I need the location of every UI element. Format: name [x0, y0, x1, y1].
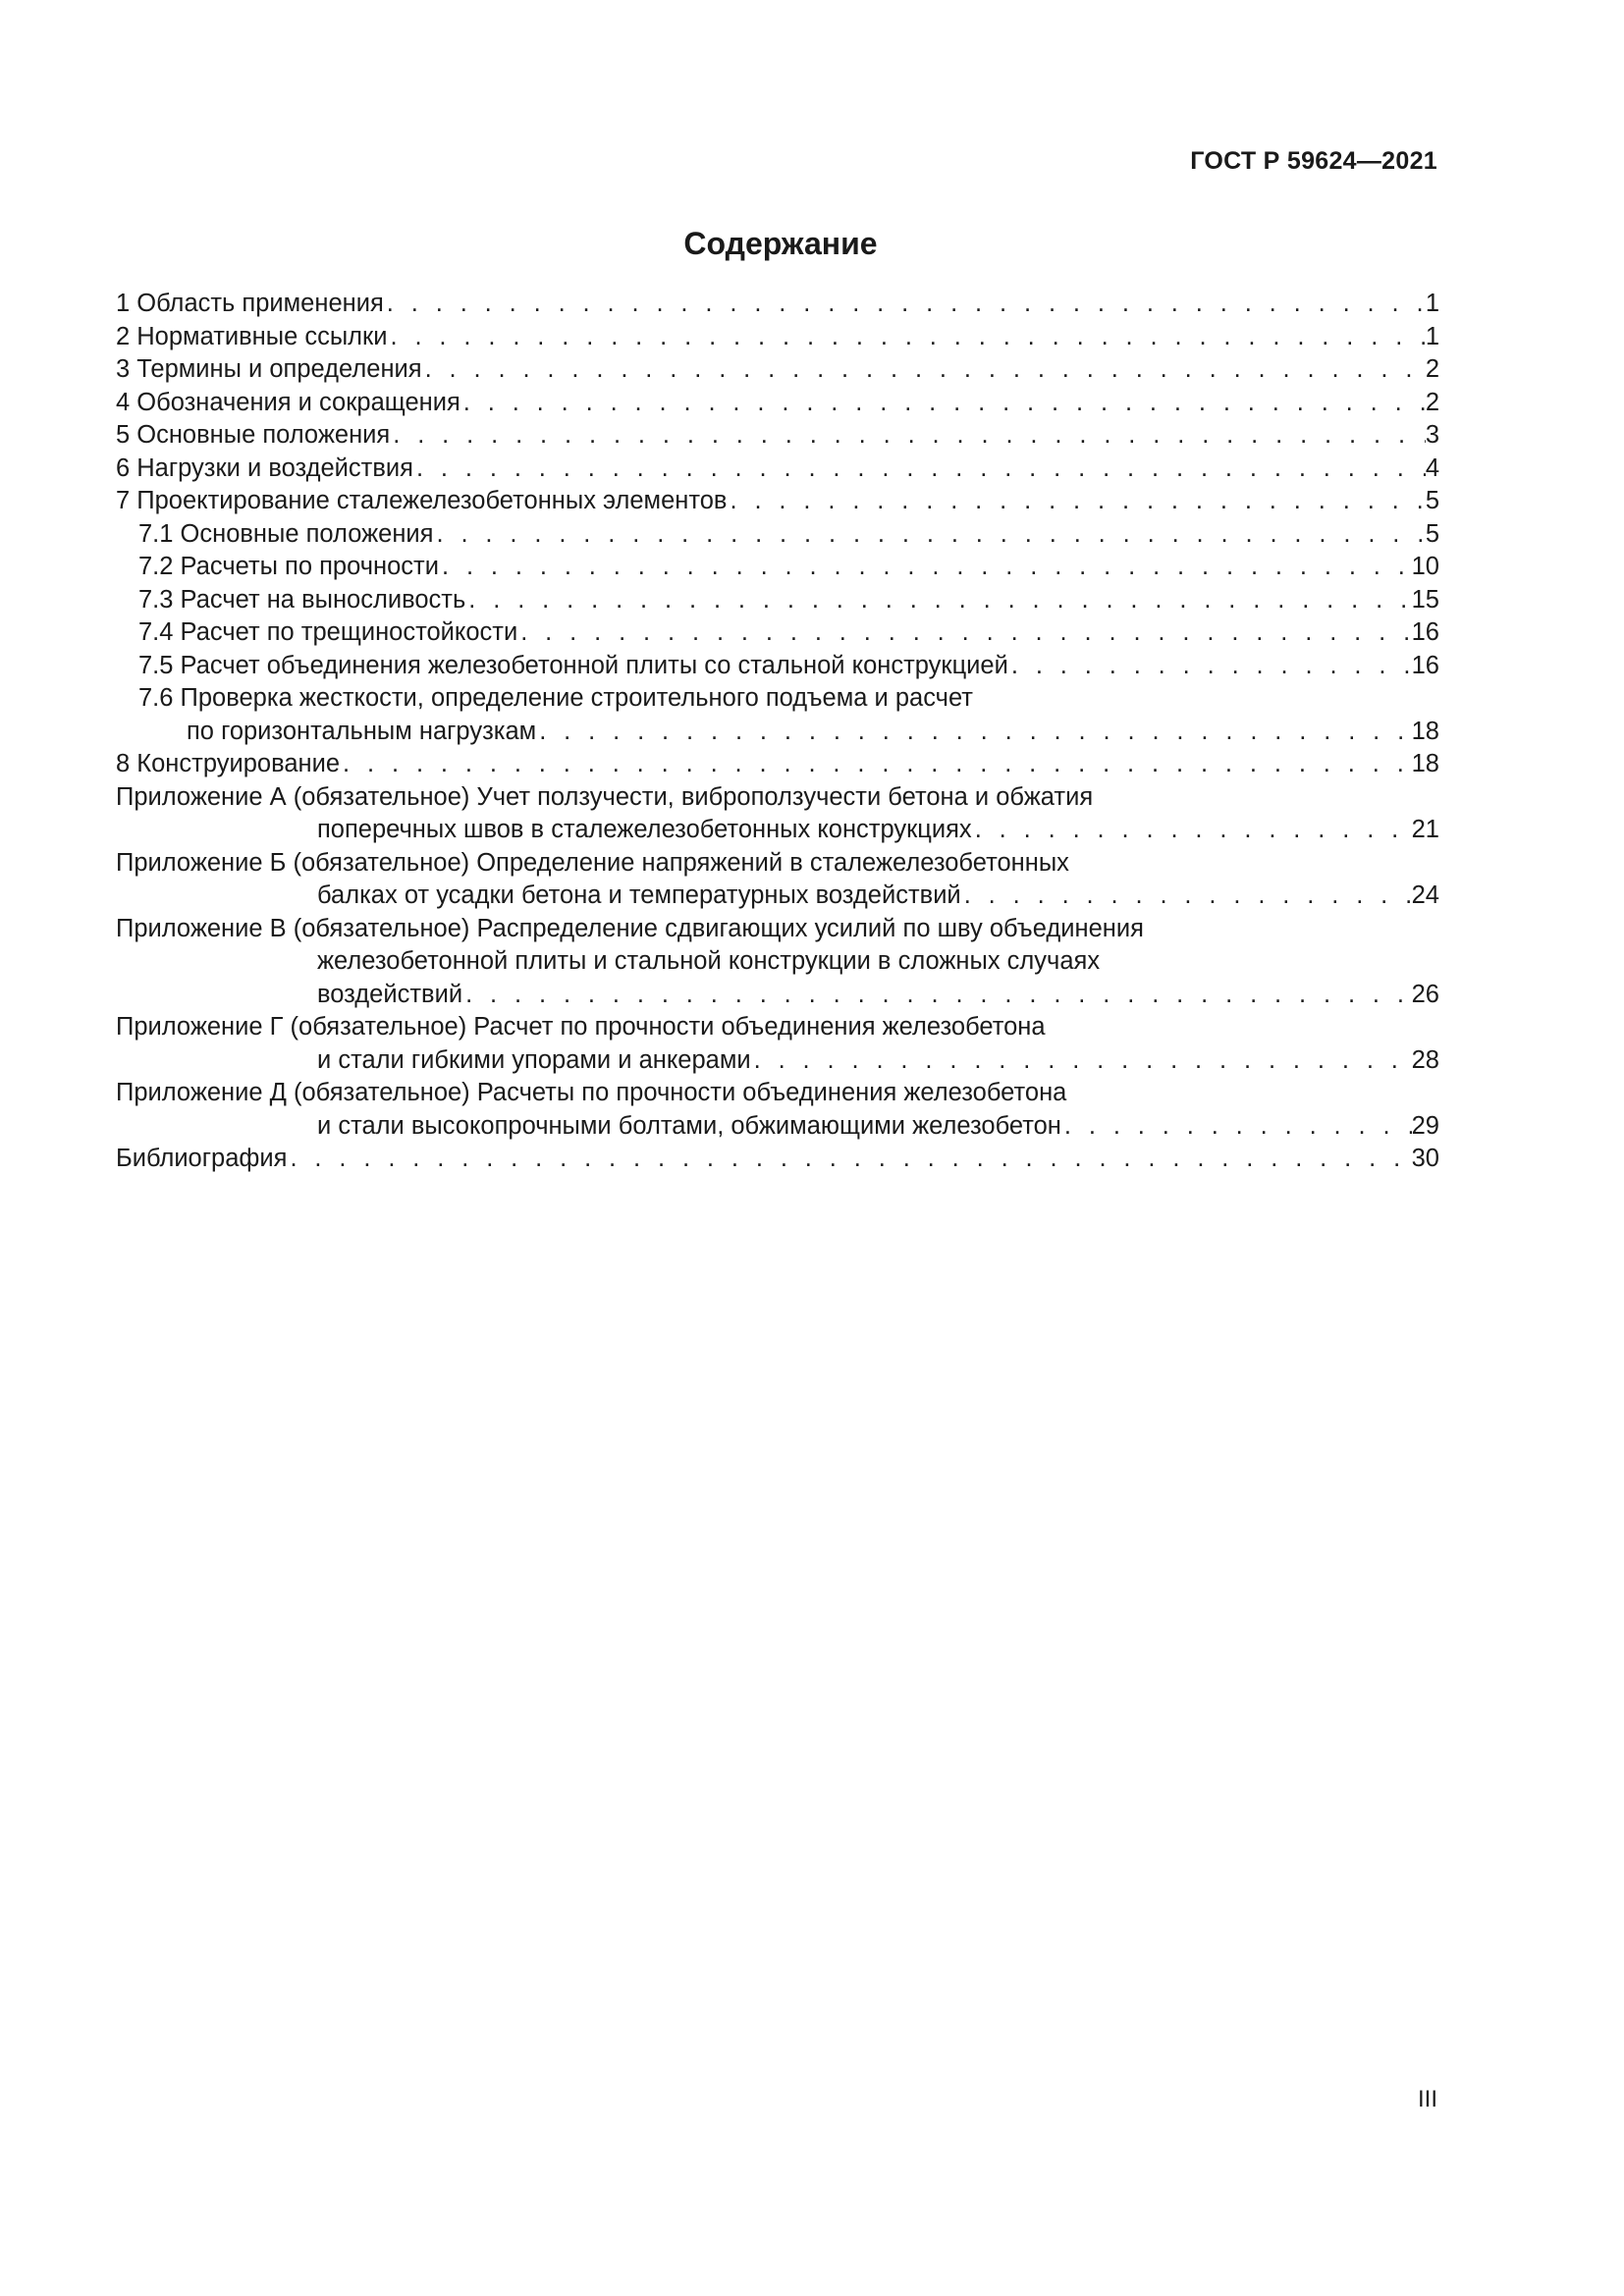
- toc-entry-page: 28: [1411, 1045, 1439, 1074]
- toc-entry-text: и стали гибкими упорами и анкерами: [317, 1045, 751, 1074]
- toc-entry-3[interactable]: [116, 353, 1439, 387]
- toc-entry-page: 2: [1425, 355, 1439, 383]
- dot-leader: [340, 748, 1412, 781]
- toc-entry-page: 21: [1411, 816, 1439, 843]
- toc-entry-text: поперечных швов в сталежелезобетонных конструкциях: [317, 816, 972, 843]
- toc-entry-text: балках от усадки бетона и температурных воздействий: [317, 881, 961, 909]
- dot-leader: [413, 453, 1426, 486]
- toc-entry-page: 5: [1425, 487, 1439, 514]
- toc-entry-1[interactable]: [116, 288, 1439, 321]
- toc-entry-7-6[interactable]: [116, 682, 1439, 716]
- toc-entry-page: 1: [1425, 322, 1439, 350]
- dot-leader: [433, 518, 1425, 552]
- toc-entry-appendix-g-continued[interactable]: [116, 1044, 1439, 1078]
- dot-leader: [384, 288, 1426, 321]
- toc-entry-7-4[interactable]: [116, 616, 1439, 650]
- toc-entry-appendix-v[interactable]: [116, 913, 1439, 946]
- toc-entry-page: 30: [1411, 1145, 1439, 1172]
- dot-leader: [387, 321, 1425, 354]
- toc-entry-7-1[interactable]: [116, 518, 1439, 552]
- dot-leader: [536, 716, 1411, 749]
- toc-entry-7-6-continued[interactable]: [116, 716, 1439, 749]
- page-number: III: [1417, 2086, 1437, 2112]
- dot-leader: [972, 814, 1412, 847]
- dot-leader: [1061, 1110, 1412, 1144]
- toc-entry-text: Приложение А (обязательное) Учет ползучести, виброползучести бетона и обжатия: [116, 782, 1094, 811]
- toc-entry-text: по горизонтальным нагрузкам: [187, 717, 537, 745]
- toc-entry-text: 7.2 Расчеты по прочности: [138, 553, 439, 580]
- toc-entry-2[interactable]: [116, 321, 1439, 354]
- toc-entry-text: Приложение Г (обязательное) Расчет по прочности объединения железобетона: [116, 1013, 1046, 1041]
- toc-entry-page: 16: [1411, 618, 1439, 646]
- dot-leader: [465, 584, 1411, 617]
- dot-leader: [287, 1143, 1411, 1176]
- toc-entry-appendix-g[interactable]: [116, 1011, 1439, 1044]
- toc-entry-text: 7.1 Основные положения: [138, 519, 434, 548]
- toc-entry-page: 24: [1411, 881, 1439, 909]
- toc-entry-page: 15: [1411, 585, 1439, 614]
- toc-entry-text: 2 Нормативные ссылки: [116, 322, 388, 350]
- toc-entry-appendix-a[interactable]: [116, 781, 1439, 815]
- dot-leader: [462, 979, 1412, 1012]
- toc-entry-page: 2: [1425, 388, 1439, 416]
- dot-leader: [1008, 650, 1412, 683]
- dot-leader: [517, 616, 1411, 650]
- dot-leader: [439, 551, 1412, 584]
- toc-entry-page: 1: [1425, 290, 1439, 317]
- toc-entry-7-3[interactable]: [116, 584, 1439, 617]
- table-of-contents: [116, 288, 1439, 1176]
- toc-entry-page: 5: [1425, 519, 1439, 548]
- toc-entry-appendix-d[interactable]: [116, 1077, 1439, 1110]
- toc-entry-text: 4 Обозначения и сокращения: [116, 388, 460, 416]
- toc-entry-text: 5 Основные положения: [116, 421, 391, 449]
- toc-entry-page: 29: [1411, 1111, 1439, 1140]
- toc-entry-text: Приложение В (обязательное) Распределение сдвигающих усилий по шву объединения: [116, 914, 1144, 942]
- toc-entry-page: 10: [1411, 553, 1439, 580]
- toc-entry-text: 6 Нагрузки и воздействия: [116, 454, 413, 482]
- toc-entry-appendix-v-continued-2[interactable]: [116, 979, 1439, 1012]
- toc-entry-text: и стали высокопрочными болтами, обжимающими железобетон: [317, 1111, 1061, 1140]
- dot-leader: [460, 387, 1426, 420]
- toc-entry-text: 1 Область применения: [116, 290, 384, 317]
- toc-entry-7-5[interactable]: [116, 650, 1439, 683]
- toc-entry-appendix-b-continued[interactable]: [116, 880, 1439, 913]
- toc-entry-text: 7.5 Расчет объединения железобетонной плиты со стальной конструкцией: [138, 651, 1008, 679]
- toc-entry-text: 7.4 Расчет по трещиностойкости: [138, 618, 518, 646]
- toc-entry-bibliography[interactable]: [116, 1143, 1439, 1176]
- toc-entry-text: Библиография: [116, 1145, 288, 1172]
- toc-entry-page: 18: [1411, 717, 1439, 745]
- toc-entry-text: воздействий: [317, 980, 463, 1008]
- toc-entry-page: 26: [1411, 980, 1439, 1008]
- toc-entry-page: 18: [1411, 750, 1439, 777]
- toc-entry-5[interactable]: [116, 419, 1439, 453]
- toc-entry-text: железобетонной плиты и стальной конструкции в сложных случаях: [317, 947, 1101, 975]
- toc-entry-page: 16: [1411, 651, 1439, 679]
- dot-leader: [390, 419, 1426, 453]
- toc-title: Содержание: [683, 226, 878, 261]
- toc-entry-text: 7 Проектирование сталежелезобетонных элементов: [116, 487, 728, 514]
- toc-entry-text: 8 Конструирование: [116, 750, 341, 777]
- dot-leader: [961, 880, 1412, 913]
- toc-entry-text: Приложение Б (обязательное) Определение напряжений в сталежелезобетонных: [116, 848, 1069, 877]
- document-code: ГОСТ Р 59624—2021: [1190, 147, 1437, 175]
- toc-entry-page: 3: [1425, 421, 1439, 449]
- dot-leader: [751, 1044, 1412, 1078]
- toc-entry-7[interactable]: [116, 485, 1439, 518]
- toc-entry-4[interactable]: [116, 387, 1439, 420]
- toc-entry-page: 4: [1425, 454, 1439, 482]
- toc-entry-text: Приложение Д (обязательное) Расчеты по прочности объединения железобетона: [116, 1079, 1067, 1106]
- toc-entry-appendix-b[interactable]: [116, 847, 1439, 881]
- dot-leader: [422, 353, 1426, 387]
- toc-entry-7-2[interactable]: [116, 551, 1439, 584]
- toc-entry-appendix-a-continued[interactable]: [116, 814, 1439, 847]
- toc-entry-appendix-d-continued[interactable]: [116, 1110, 1439, 1144]
- toc-entry-text: 3 Термины и определения: [116, 355, 422, 383]
- toc-entry-text: 7.6 Проверка жесткости, определение строительного подъема и расчет: [138, 684, 973, 712]
- toc-entry-appendix-v-continued[interactable]: [116, 945, 1439, 979]
- toc-entry-8[interactable]: [116, 748, 1439, 781]
- toc-entry-6[interactable]: [116, 453, 1439, 486]
- toc-entry-text: 7.3 Расчет на выносливость: [138, 585, 466, 614]
- dot-leader: [727, 485, 1425, 518]
